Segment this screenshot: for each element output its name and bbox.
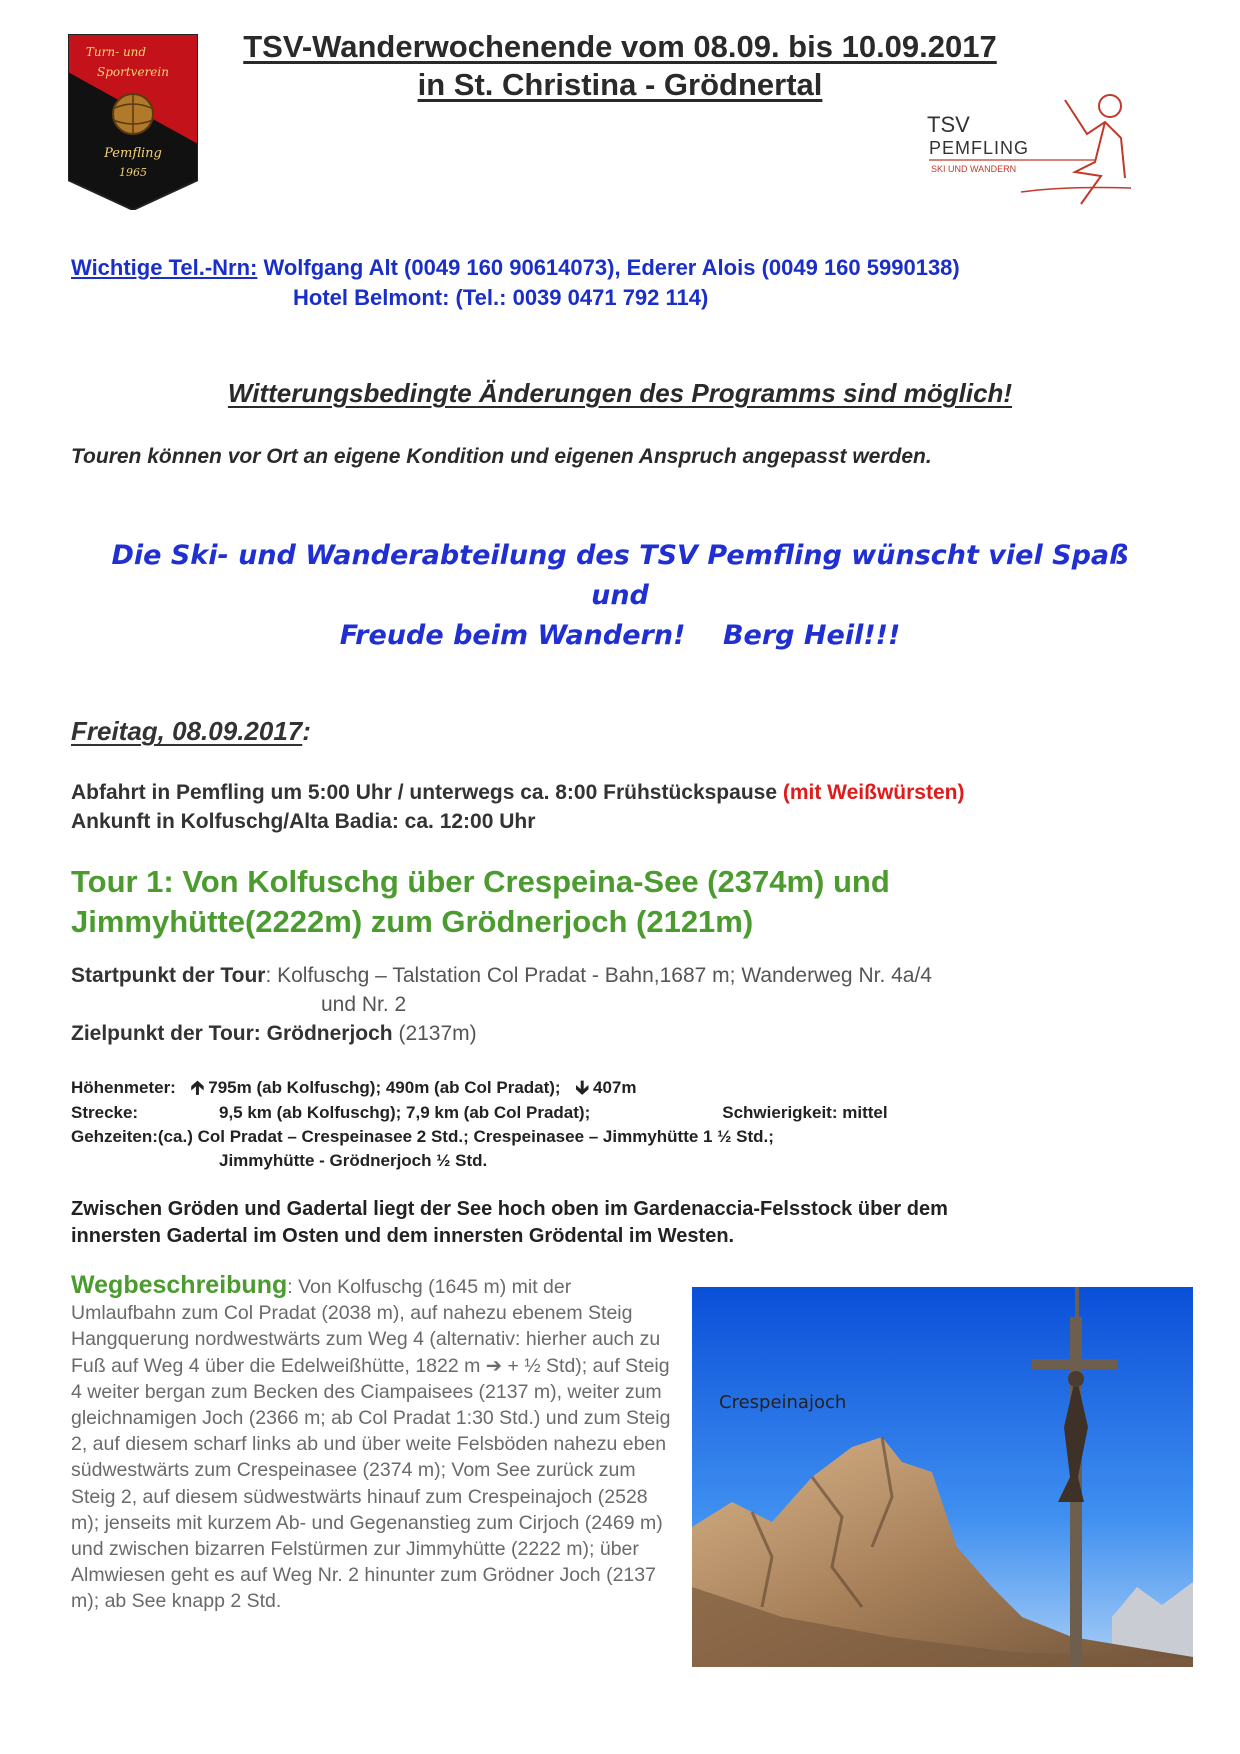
photo-caption: Crespeinajoch (719, 1392, 847, 1413)
distance-value: 9,5 km (ab Kolfuschg); 7,9 km (ab Col Pradat); (219, 1103, 591, 1122)
departure-row-1 (71, 778, 964, 807)
greeting-line-1: Die Ski- und Wanderabteilung des TSV Pemfling wünscht viel Spaß und (111, 540, 1129, 611)
times-2: Jimmyhütte - Grödnerjoch ½ Std. (219, 1151, 488, 1170)
stats-row-times-2 (71, 1149, 888, 1173)
badge-text-3: Pemfling (104, 146, 162, 161)
times-label: Gehzeiten:(ca.) (71, 1127, 193, 1146)
start-value: : Kolfuschg – Talstation Col Pradat - Bahn,1687 m; Wanderweg Nr. 4a/4 (265, 964, 932, 987)
tsv-logo-text-3: SKI UND WANDERN (931, 164, 1017, 174)
route-text: : Von Kolfuschg (1645 m) mit der Umlaufbahn zum Col Pradat (2038 m), auf nahezu ebenem Steig Hangquerung nordwestwärts zum Weg 4 (alternativ: hierher auch zu Fuß auf Weg 4 über die Edelweißhütte, 1822 m ➔ + ½ Std); auf Steig 4 weiter bergan zum Becken des Ciampaisees (2137 m), weiter zum gleichnamigen Joch (2366 m; ab Col Pradat 1:30 Std.) und zum Steig 2, auf diesem scharf links ab und über weite Felsböden nahezu eben südwestwärts zum Crespeinasee (2374 m); Vom See zurück zum Steig 2, auf diesem südwestwärts hinauf zum Crespeinajoch (2528 m); jenseits mit kurzem Ab- und Gegenanstieg zum Cirjoch (2469 m) und zwischen bizarren Felstürmen zur Jimmyhütte (2222 m); über Almwiesen geht es auf Weg Nr. 2 hinunter zum Grödner Joch (2137 m); ab See knapp 2 Std. (71, 1276, 671, 1613)
greeting (100, 536, 1140, 656)
stats-row-elevation (71, 1076, 888, 1101)
stats-row-times (71, 1125, 888, 1149)
phone-row-1 (71, 253, 960, 283)
elevation-down: 407m (592, 1078, 637, 1097)
title-line-2: in St. Christina - Grödnertal (417, 67, 823, 102)
tour-line-1: Tour 1: Von Kolfuschg über Crespeina-See (2374m) und (71, 864, 890, 899)
arrow-up-icon: 🡱 (190, 1078, 205, 1099)
day-colon: : (302, 716, 311, 746)
tsv-logo-text-1: TSV (927, 112, 970, 137)
goal-row (71, 1019, 932, 1048)
phone-line-1: Wolfgang Alt (0049 160 90614073), Ederer Alois (0049 160 5990138) (257, 255, 960, 280)
day-label: Freitag, 08.09.2017 (71, 716, 303, 746)
day-heading (71, 716, 311, 747)
start-continuation (71, 990, 932, 1019)
times-1: Col Pradat – Crespeinasee 2 Std.; Crespeinasee – Jimmyhütte 1 ½ Std.; (192, 1127, 774, 1146)
phone-label: Wichtige Tel.-Nrn: (71, 255, 258, 280)
tours-note: Touren können vor Ort an eigene Kondition und eigenen Anspruch angepasst werden. (71, 445, 932, 468)
badge-text-2: Sportverein (97, 65, 169, 79)
departure-line-2: Ankunft in Kolfuschg/Alta Badia: ca. 12:00 Uhr (71, 810, 536, 833)
location-line-1: Zwischen Gröden und Gadertal liegt der See hoch oben im Gardenaccia-Felsstock über dem (71, 1198, 948, 1220)
weather-notice: Witterungsbedingte Änderungen des Programms sind möglich! (227, 378, 1013, 408)
arrow-down-icon: 🡳 (575, 1078, 589, 1099)
departure-info (71, 778, 964, 836)
elevation-label: Höhenmeter: (71, 1078, 176, 1097)
badge-year: 1965 (119, 166, 147, 179)
route-description (71, 1272, 681, 1615)
badge-text-1: Turn- und (85, 45, 147, 59)
greeting-line-2: Freude beim Wandern! Berg Heil!!! (339, 620, 901, 651)
phone-numbers (71, 253, 960, 313)
tsv-logo-text-2: PEMFLING (929, 138, 1030, 158)
tour-stats (71, 1076, 888, 1173)
elevation-up: 795m (ab Kolfuschg); 490m (ab Col Pradat); (208, 1078, 561, 1097)
tour-line-2: Jimmyhütte(2222m) zum Grödnerjoch (2121m) (71, 904, 754, 939)
start-cont-text: und Nr. 2 (321, 993, 407, 1016)
club-badge-logo (68, 34, 198, 210)
summit-photo (692, 1287, 1193, 1667)
departure-line-1: Abfahrt in Pemfling um 5:00 Uhr / unterwegs ca. 8:00 Frühstückspause (71, 781, 778, 804)
distance-label: Strecke: (71, 1103, 139, 1122)
tsv-pemfling-logo (925, 92, 1135, 212)
page-title (190, 28, 1050, 104)
tour-heading (71, 862, 890, 942)
difficulty: Schwierigkeit: mittel (722, 1103, 888, 1122)
departure-highlight: (mit Weißwürsten) (777, 781, 965, 804)
title-line-1: TSV-Wanderwochenende vom 08.09. bis 10.09.2017 (243, 29, 997, 64)
start-row (71, 961, 932, 990)
goal-label: Zielpunkt der Tour: Grödnerjoch (71, 1022, 393, 1045)
location-description (71, 1196, 948, 1250)
start-label: Startpunkt der Tour (71, 964, 266, 987)
location-line-2: innersten Gadertal im Osten und dem innersten Grödental im Westen. (71, 1225, 735, 1247)
route-heading: Wegbeschreibung (71, 1271, 288, 1299)
goal-value: (2137m) (392, 1022, 477, 1045)
tour-facts (71, 961, 932, 1048)
stats-row-distance (71, 1101, 888, 1125)
phone-row-2: Hotel Belmont: (Tel.: 0039 0471 792 114) (293, 285, 709, 310)
